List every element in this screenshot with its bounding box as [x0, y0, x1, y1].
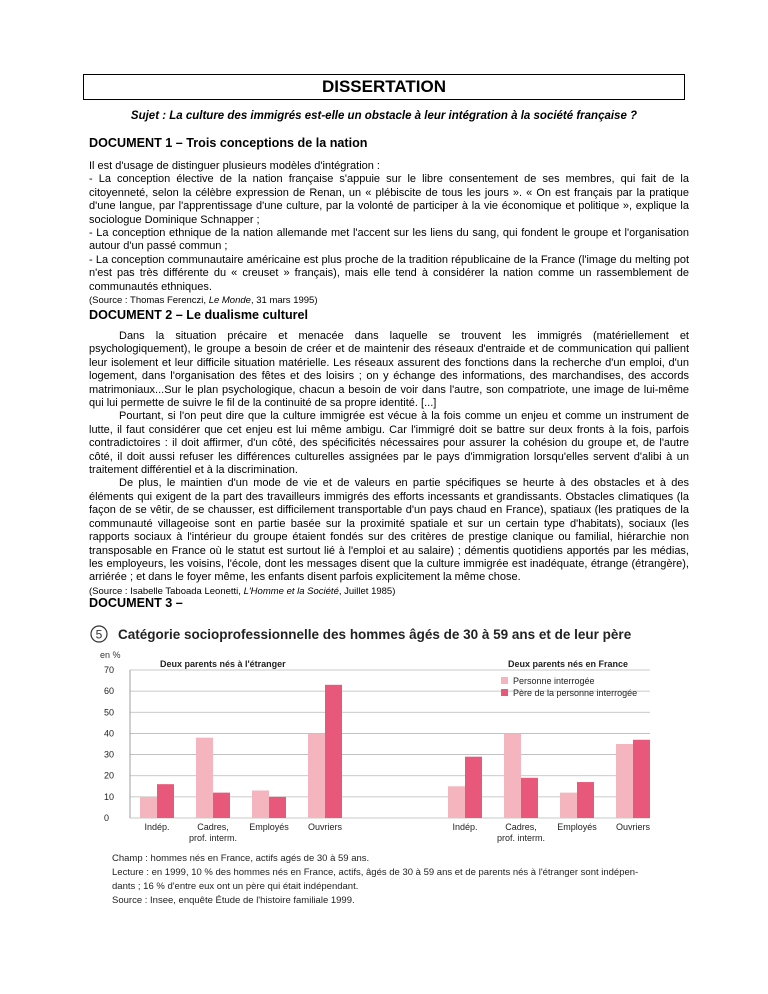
x-tick-label: Employés [249, 822, 289, 832]
x-tick-label: Indép. [452, 822, 478, 832]
bar [252, 791, 269, 818]
bar [504, 733, 521, 818]
bar [213, 793, 230, 818]
y-tick-label: 70 [104, 665, 115, 675]
doc1-line: - La conception communautaire américaine est plus proche de la tradition républicaine de la France (l'image du melting pot n'est pas très différente du « creuset » français), mais elle tend à considérer la nation comme un rassemblement de communautés ethniques. [89, 253, 689, 293]
bar [157, 784, 174, 818]
bar [325, 685, 342, 818]
bar [560, 793, 577, 818]
bar [140, 797, 157, 818]
y-tick-label: 30 [104, 749, 115, 760]
bar [616, 744, 633, 818]
group-label: Deux parents nés à l'étranger [160, 659, 286, 669]
subject: Sujet : La culture des immigrés est-elle un obstacle à leur intégration à la société française ? [130, 110, 638, 122]
y-axis-label: en % [100, 650, 121, 660]
doc1-heading: DOCUMENT 1 – Trois conceptions de la nation [89, 136, 368, 150]
bar [633, 740, 650, 818]
y-tick-label: 40 [104, 728, 115, 739]
legend-label: Personne interrogée [513, 676, 595, 686]
y-tick-label: 60 [104, 686, 115, 697]
chart-number: 5 [95, 627, 103, 642]
doc1-source: (Source : Thomas Ferenczi, Le Monde, 31 mars 1995) [89, 295, 318, 307]
x-tick-label: prof. interm. [188, 833, 238, 843]
chart-title: Catégorie socioprofessionnelle des hommes âgés de 30 à 59 ans et de leur père [118, 627, 632, 642]
chart-note-reading-cont: dants ; 16 % d'entre eux ont un père qui était indépendant. [112, 881, 359, 892]
doc2-source: (Source : Isabelle Taboada Leonetti, L'Homme et la Société, Juillet 1985) [89, 585, 396, 597]
chart-note-source: Source : Insee, enquête Étude de l'histoire familiale 1999. [112, 895, 355, 906]
doc2-paragraph: De plus, le maintien d'un mode de vie et de valeurs en partie spécifiques se heurte à des obstacles et à des éléments qui exigent de la part des travailleurs immigrés des efforts incessants et grandissants. Obstacles climatiques (la façon de se vêtir, de se chausser, est difficilement transportable d'un pays chaud en France), spatiaux (les pratiques de la communauté villageoise sont en partie basée sur la proximité spatiale et sur un certain type d'habitats), sociaux (les rapports sociaux à l'intérieur du groupe étaient fondés sur des critères de prestige clanique ou familial, hiérarchie non transposable en France où le statut est surtout lié à l'emploi et au salaire) ; démentis quotidiens apportés par les médias, les employeurs, les voisins, l'école, dont les messages disent que la culture immigrée est inadéquate, étrange (étrangère), arriérée ; et dans le foyer même, les enfants disent parfois explicitement la même chose. [89, 477, 689, 584]
doc2-text [89, 330, 689, 598]
bar [577, 782, 594, 818]
bar [196, 738, 213, 818]
x-tick-label: Ouvriers [615, 822, 651, 832]
bar [521, 778, 538, 818]
legend-swatch [501, 677, 508, 684]
doc2-paragraph: Dans la situation précaire et menacée dans laquelle se trouvent les immigrés (matériellement et psychologiquement), le groupe a besoin de créer et de maintenir des réseaux d'entraide et de communication qui pallient leur isolement et leur difficile situation matérielle. Les réseaux assurent des fonctions dans la recherche d'un emploi, d'un logement, dans l'organisation des fêtes et des loisirs ; on y échange des informations, des marchandises, des accords matrimoniaux...Sur le plan psychologique, chacun a besoin de voir dans l'autre, son compatriote, une image de lui-même qui lui permette de suivre le fil de la continuité de sa propre identité. [...] [89, 330, 689, 410]
chart-note-reading: Lecture : en 1999, 10 % des hommes nés en France, actifs, âgés de 30 à 59 ans et de parents nés à l'étranger sont indépen- [112, 867, 639, 878]
group-label: Deux parents nés en France [508, 659, 629, 669]
chart-note-scope: Champ : hommes nés en France, actifs agés de 30 à 59 ans. [112, 853, 370, 864]
x-tick-label: Employés [557, 822, 597, 832]
legend-swatch [501, 689, 508, 696]
legend-label: Père de la personne interrogée [513, 688, 638, 698]
x-tick-label: Cadres, [197, 822, 229, 832]
x-tick-label: Cadres, [505, 822, 537, 832]
doc2-heading: DOCUMENT 2 – Le dualisme culturel [89, 308, 309, 322]
doc1-text [89, 160, 689, 307]
doc1-line: - La conception élective de la nation française s'appuie sur le libre consentement de ses membres, qui fait de la citoyenneté, selon la célèbre expression de Renan, un « plébiscite de tous les jours ». « On est français par la pratique d'une langue, par l'apprentissage d'une culture, par la volonté de participer à la vie économique et politique », explique la sociologue Dominique Schnapper ; [89, 173, 689, 226]
y-tick-label: 50 [104, 707, 115, 718]
bar [308, 733, 325, 818]
page-title: DISSERTATION [83, 74, 685, 100]
doc1-line: - La conception ethnique de la nation allemande met l'accent sur les liens du sang, qui fondent le groupe et l'organisation autour d'un passé commun ; [89, 227, 689, 253]
bar [448, 786, 465, 818]
doc3-heading: DOCUMENT 3 – [89, 596, 183, 610]
bar-chart-svg [88, 620, 658, 860]
y-tick-label: 0 [104, 813, 110, 823]
doc2-paragraph: Pourtant, si l'on peut dire que la culture immigrée est vécue à la fois comme un enjeu et comme un instrument de lutte, il faut considérer que cet enjeu est lui même ambigu. Car l'immigré doit se battre sur deux fronts à la fois, parfois contradictoires : il doit affirmer, d'un côté, des spécificités nécessaires pour assurer la cohésion du groupe et, de l'autre côté, il doit aussi refuser les différences culturelles assignées par le pays d'immigration lorsqu'elles servent d'alibi à un traitement différentiel et à la discrimination. [89, 410, 689, 477]
doc1-line: Il est d'usage de distinguer plusieurs modèles d'intégration : [89, 160, 380, 172]
y-tick-label: 20 [104, 770, 115, 781]
bar [269, 797, 286, 818]
x-tick-label: Ouvriers [307, 822, 343, 832]
x-tick-label: prof. interm. [496, 833, 546, 843]
x-tick-label: Indép. [144, 822, 170, 832]
y-tick-label: 10 [104, 791, 115, 802]
bar [465, 757, 482, 818]
